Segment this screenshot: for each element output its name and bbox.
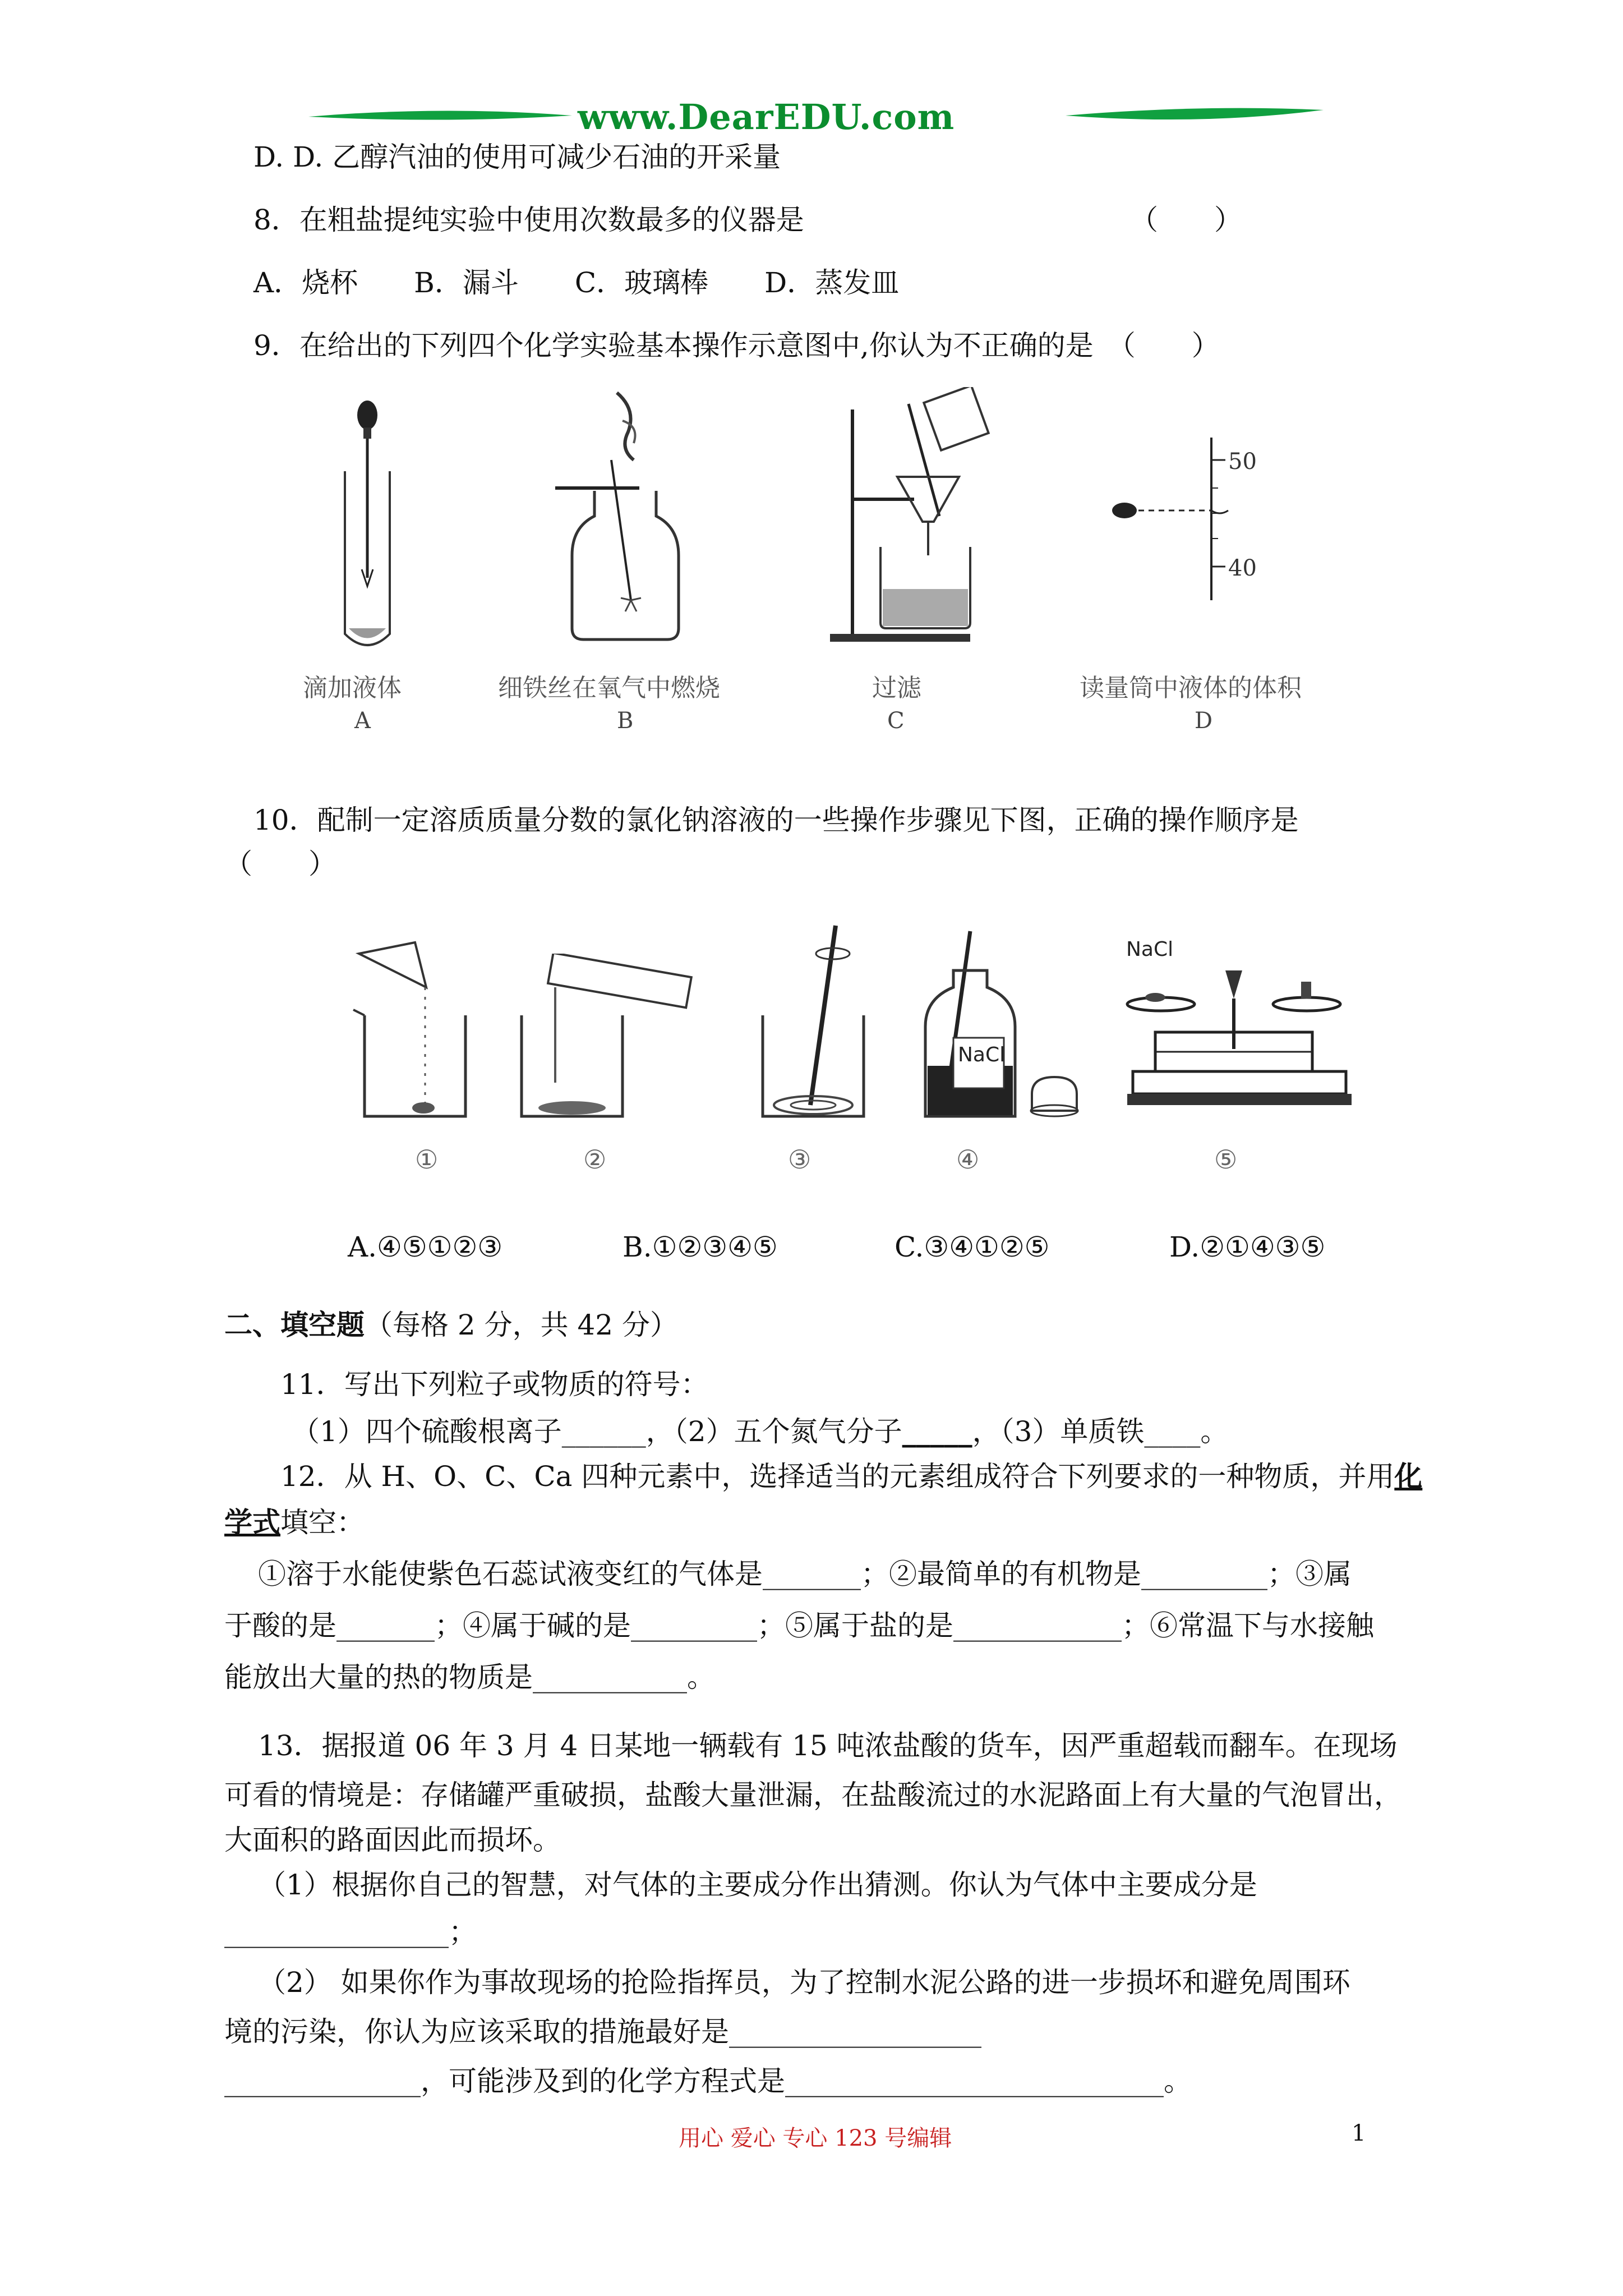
section-note: （每格 2 分，共 42 分） — [365, 1309, 679, 1341]
q9-caption-d: 读量筒中液体的体积 — [1080, 674, 1302, 702]
section-title: 二、填空题 — [224, 1308, 365, 1341]
q11-stem: 11．写出下列粒子或物质的符号： — [280, 1368, 709, 1401]
filtration-apparatus-illustration — [819, 387, 993, 651]
q8-stem: 8．在粗盐提纯实验中使用次数最多的仪器是 — [253, 204, 804, 236]
cylinder-scale-bottom: 40 — [1228, 555, 1257, 581]
q9-letter-d: D — [1195, 708, 1213, 734]
q10-label-2: ② — [583, 1144, 607, 1175]
q8-answer-bracket: （ ） — [1130, 204, 1242, 236]
q9-letter-b: B — [617, 708, 634, 734]
q10-balance-illustration — [1122, 937, 1357, 1116]
q9-caption-a: 滴加液体 — [303, 674, 402, 702]
q10-stirring-illustration — [751, 920, 880, 1128]
q12-stem-a: 12．从 H、O、C、Ca 四种元素中，选择适当的元素组成符合下列要求的一种物质，并用 — [280, 1460, 1395, 1493]
q12-emphasis-2: 学式 — [224, 1506, 280, 1539]
q10-reagent-bottle-illustration — [920, 926, 1082, 1128]
q10-stem: 10．配制一定溶质质量分数的氯化钠溶液的一些操作步骤见下图，正确的操作顺序是 — [253, 804, 1299, 836]
q10-label-1: ① — [415, 1144, 439, 1175]
balance-label: NaCl — [1126, 938, 1174, 961]
section-heading — [224, 1307, 678, 1343]
q12-line1: ①溶于水能使紫色石蕊试液变红的气体是_______；②最简单的有机物是_________；③属 — [258, 1558, 1352, 1590]
q13-line2: 可看的情境是：存储罐严重破损，盐酸大量泄漏，在盐酸流过的水泥路面上有大量的气泡冒出， — [224, 1779, 1402, 1811]
q10-pour-water-illustration — [516, 954, 695, 1128]
q13-line3: 大面积的路面因此而损坏。 — [224, 1824, 561, 1856]
q13-line1: 13．据报道 06 年 3 月 4 日某地一辆载有 15 吨浓盐酸的货车，因严重超载而翻车。在现场 — [258, 1729, 1398, 1762]
footer-editor-note: 用心 爱心 专心 123 号编辑 — [679, 2125, 952, 2151]
q13-part1-a: （1）根据你自己的智慧，对气体的主要成分作出猜测。你认为气体中主要成分是 — [258, 1869, 1257, 1901]
q10-label-4: ④ — [956, 1144, 980, 1175]
q10-pour-solid-illustration — [348, 937, 477, 1128]
q10-label-5: ⑤ — [1214, 1144, 1238, 1175]
q7-option-d: D. D. 乙醇汽油的使用可减少石油的开采量 — [253, 141, 781, 173]
q12-emphasis-1: 化 — [1394, 1460, 1423, 1493]
bottle-label: NaCl — [958, 1043, 1006, 1066]
q10-option-b: B.①②③④⑤ — [623, 1231, 778, 1263]
q12-stem-b: 填空： — [280, 1506, 365, 1539]
q13-part1-b: ________________； — [224, 1916, 477, 1948]
q9-stem: 9．在给出的下列四个化学实验基本操作示意图中,你认为不正确的是 （ ） — [253, 329, 1220, 362]
q12-line2: 于酸的是_______；④属于碱的是_________；⑤属于盐的是____________；⑥常温下与水接触 — [224, 1609, 1374, 1642]
logo-text: www.DearEDU.com — [578, 96, 955, 137]
cylinder-scale-top: 50 — [1228, 449, 1257, 475]
q10-label-3: ③ — [788, 1144, 811, 1175]
q13-part2-b: 境的污染，你认为应该采取的措施最好是__________________ — [224, 2016, 981, 2048]
q11-line1-part-a: （1）四个硫酸根离子______，（2）五个氮气分子 — [292, 1415, 902, 1448]
dropper-test-tube-illustration — [331, 393, 404, 651]
q9-letter-a: A — [354, 708, 371, 734]
q9-letter-c: C — [887, 708, 905, 734]
q9-caption-b: 细铁丝在氧气中燃烧 — [498, 674, 720, 702]
q9-caption-c: 过滤 — [872, 674, 921, 702]
q11-line1 — [292, 1414, 1228, 1450]
q12-stem — [280, 1458, 1422, 1494]
q13-part2-a: （2） 如果你作为事故现场的抢险指挥员，为了控制水泥公路的进一步损坏和避免周围环 — [258, 1966, 1350, 1999]
q10-option-d: D.②①④③⑤ — [1169, 1231, 1326, 1263]
q12-stem-cont — [224, 1504, 365, 1540]
q13-part2-c: ______________，可能涉及到的化学方程式是___________________________。 — [224, 2065, 1192, 2097]
q10-option-a: A.④⑤①②③ — [348, 1231, 503, 1263]
q10-answer-bracket: （ ） — [224, 848, 336, 880]
q8-options: A．烧杯 B．漏斗 C．玻璃棒 D．蒸发皿 — [253, 266, 900, 299]
q11-line1-blank: _____ — [902, 1415, 972, 1448]
page-number: 1 — [1352, 2120, 1366, 2146]
q10-option-c: C.③④①②⑤ — [895, 1231, 1050, 1263]
q12-line3: 能放出大量的热的物质是___________。 — [224, 1661, 715, 1694]
q11-line1-part-b: ，（3）单质铁____。 — [972, 1415, 1229, 1448]
iron-wire-oxygen-bottle-illustration — [555, 387, 695, 651]
